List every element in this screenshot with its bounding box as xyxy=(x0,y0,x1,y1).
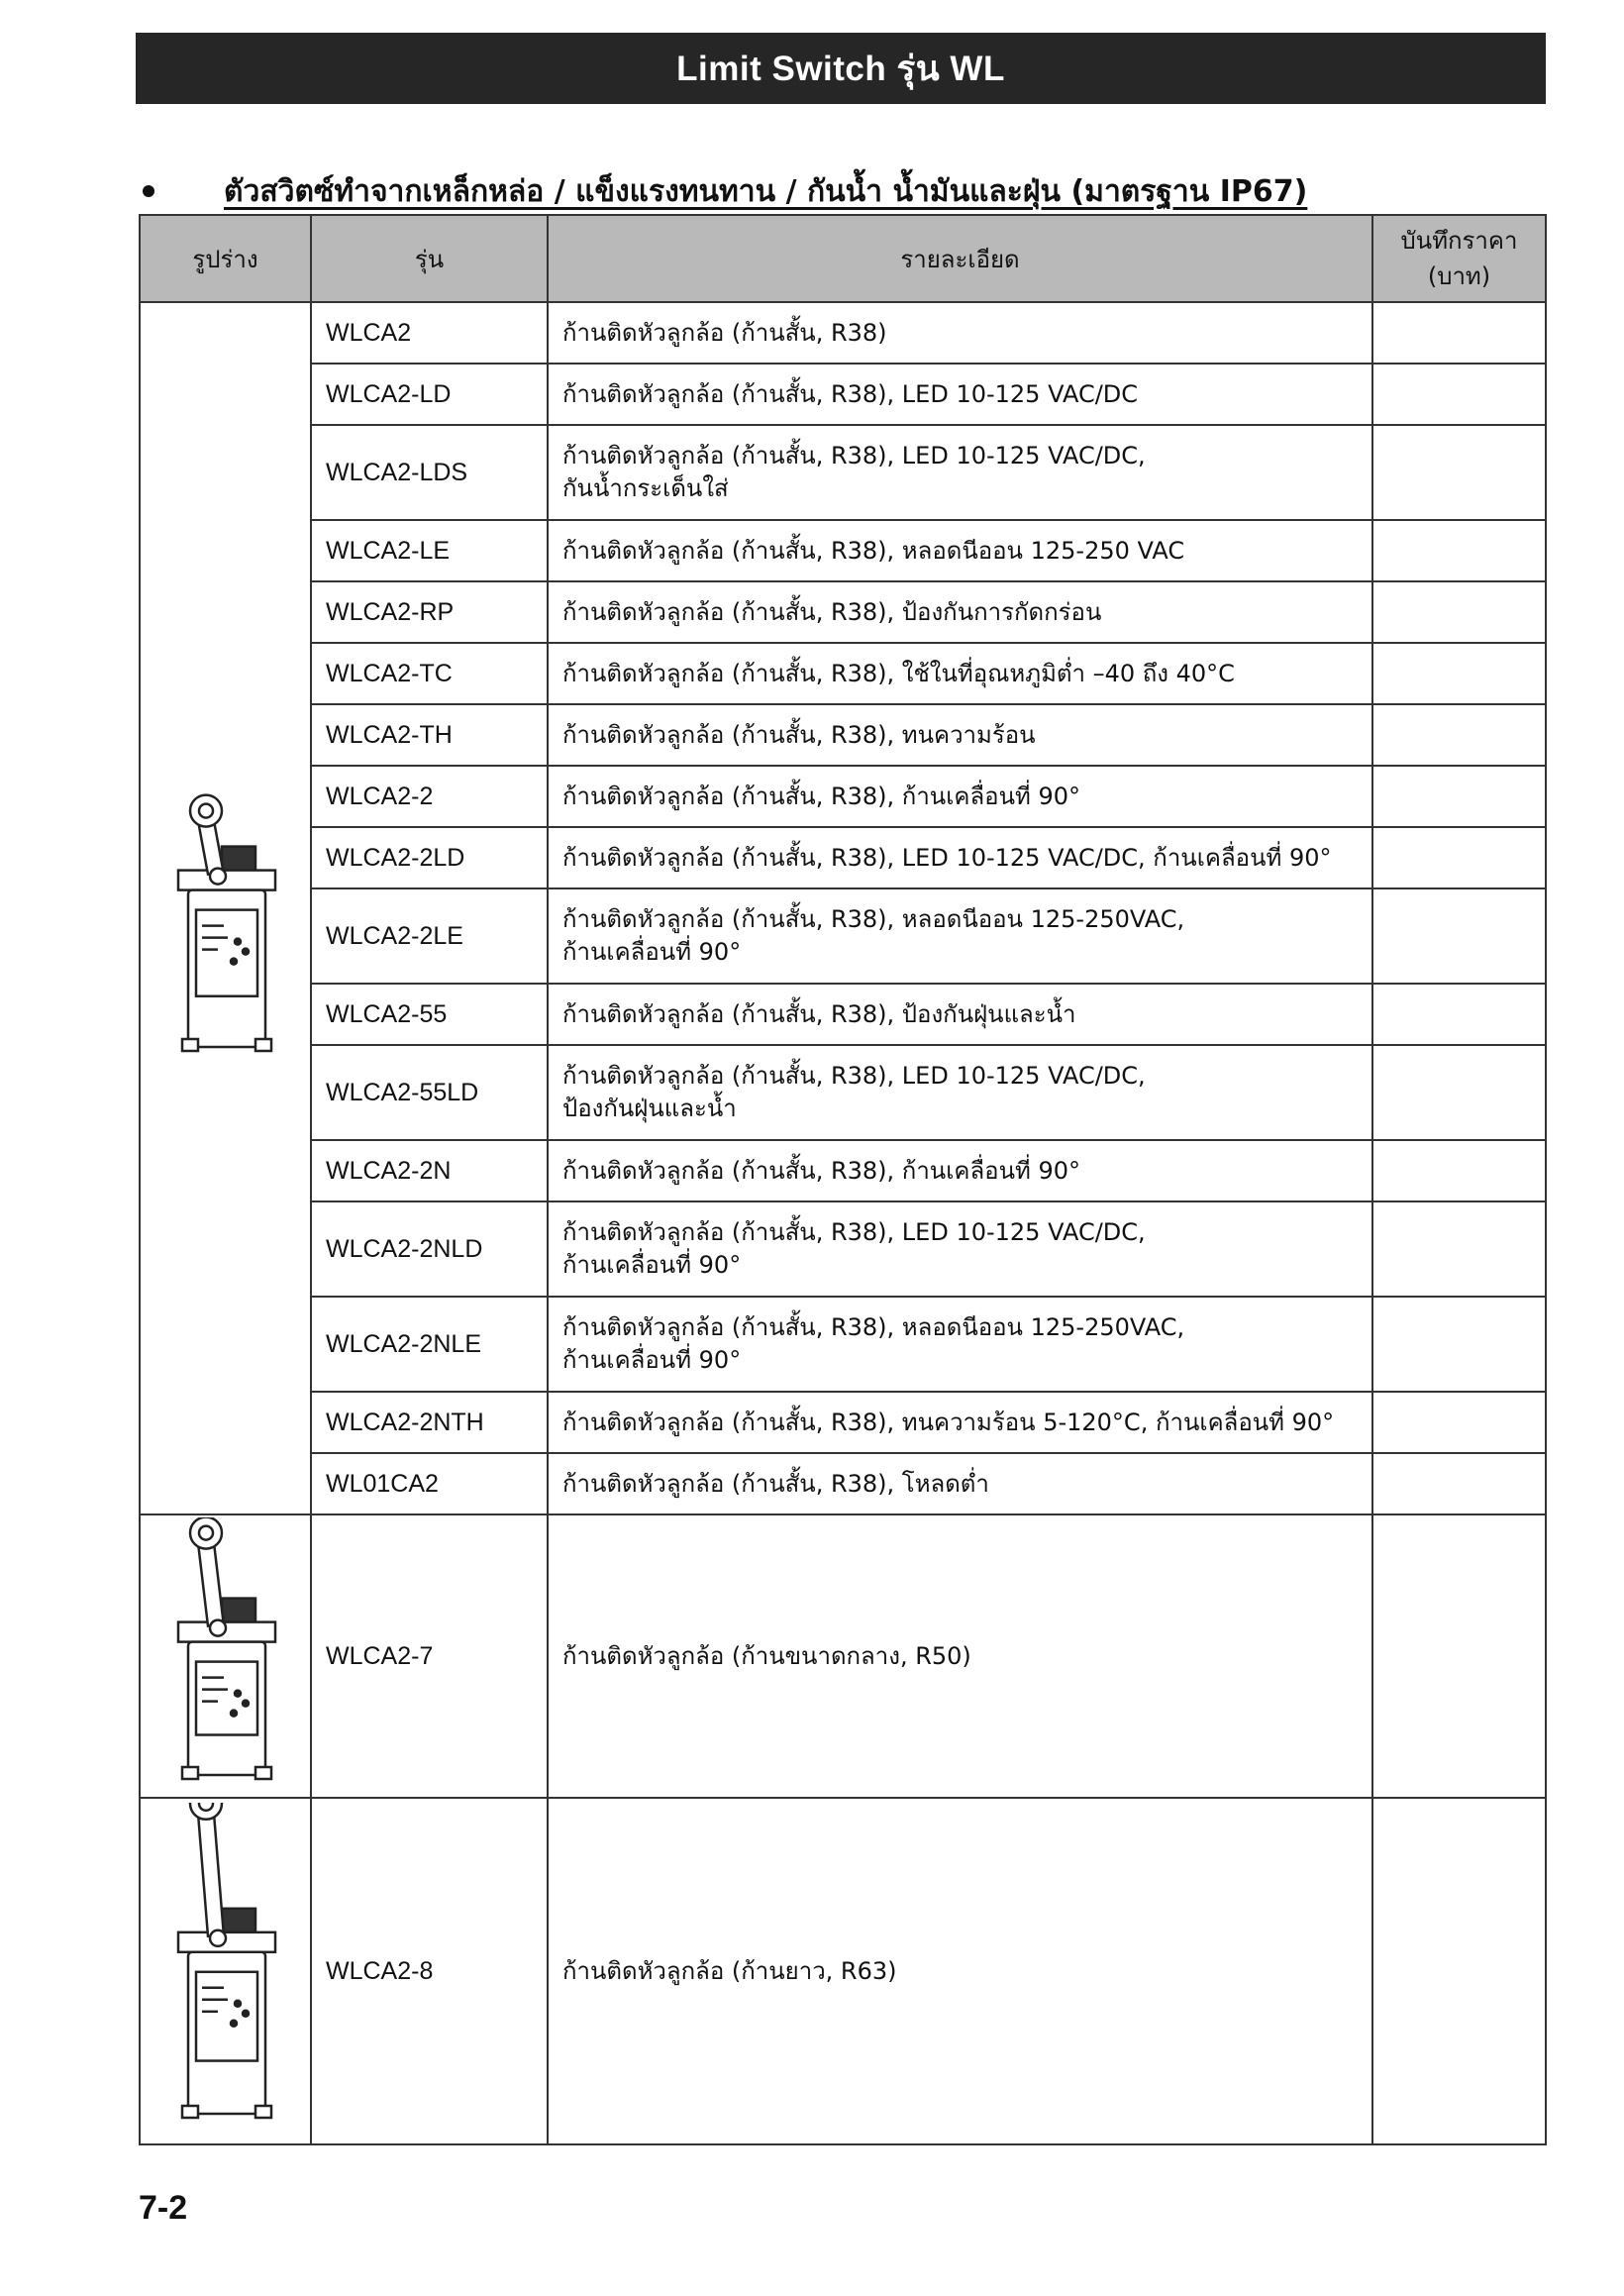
price-cell[interactable] xyxy=(1372,1201,1546,1297)
detail-cell xyxy=(548,766,1372,827)
table-row xyxy=(140,1045,1546,1140)
table-header-row xyxy=(140,215,1546,302)
table-row xyxy=(140,1201,1546,1297)
detail-cell xyxy=(548,1453,1372,1514)
table-row xyxy=(140,302,1546,364)
table-row xyxy=(140,581,1546,643)
detail-line: ก้านเคลื่อนที่ 90° xyxy=(562,1251,742,1279)
detail-line: ก้านติดหัวลูกล้อ (ก้านสั้น, R38), LED 10-125 VAC/DC, ก้านเคลื่อนที่ 90° xyxy=(562,843,1332,872)
page-number: 7-2 xyxy=(139,2189,188,2227)
detail-line: ก้านเคลื่อนที่ 90° xyxy=(562,938,742,966)
detail-line: ก้านติดหัวลูกล้อ (ก้านสั้น, R38), ป้องกันการกัดกร่อน xyxy=(562,597,1102,626)
table-row xyxy=(140,425,1546,520)
detail-line: ก้านติดหัวลูกล้อ (ก้านสั้น, R38), โหลดต่ำ xyxy=(562,1469,989,1498)
detail-cell xyxy=(548,425,1372,520)
table-row xyxy=(140,643,1546,704)
header-price xyxy=(1372,215,1546,302)
price-cell[interactable] xyxy=(1372,704,1546,766)
shape-cell xyxy=(140,302,311,1514)
product-table xyxy=(139,214,1547,2145)
detail-line: ก้านติดหัวลูกล้อ (ก้านสั้น, R38), ทนความร้อน xyxy=(562,720,1036,749)
limit-switch-medium-lever-icon xyxy=(152,1517,300,1795)
detail-cell xyxy=(548,520,1372,581)
model-cell: WLCA2-2LD xyxy=(311,827,548,888)
table-row xyxy=(140,1297,1546,1392)
price-cell[interactable] xyxy=(1372,302,1546,364)
section-heading-text: ตัวสวิตซ์ทำจากเหล็กหล่อ / แข็งแรงทนทาน / กันน้ำ น้ำมันและฝุ่น (มาตรฐาน IP67) xyxy=(224,173,1308,209)
model-cell: WLCA2-LE xyxy=(311,520,548,581)
price-cell[interactable] xyxy=(1372,888,1546,984)
model-cell: WLCA2-2NLE xyxy=(311,1297,548,1392)
price-cell[interactable] xyxy=(1372,827,1546,888)
model-cell: WLCA2-TH xyxy=(311,704,548,766)
model-cell: WLCA2 xyxy=(311,302,548,364)
model-cell: WLCA2-2N xyxy=(311,1140,548,1201)
model-cell: WLCA2-7 xyxy=(311,1514,548,1798)
detail-line: ก้านติดหัวลูกล้อ (ก้านสั้น, R38), LED 10-125 VAC/DC, xyxy=(562,1218,1146,1246)
price-cell[interactable] xyxy=(1372,581,1546,643)
price-cell[interactable] xyxy=(1372,1392,1546,1453)
table-row xyxy=(140,520,1546,581)
detail-cell xyxy=(548,302,1372,364)
price-cell[interactable] xyxy=(1372,1453,1546,1514)
detail-line: ก้านติดหัวลูกล้อ (ก้านสั้น, R38) xyxy=(562,318,887,347)
table-row xyxy=(140,364,1546,425)
model-cell: WLCA2-55 xyxy=(311,984,548,1045)
model-cell: WLCA2-2NLD xyxy=(311,1201,548,1297)
model-cell: WLCA2-8 xyxy=(311,1798,548,2144)
detail-line: ก้านติดหัวลูกล้อ (ก้านสั้น, R38), หลอดนีออน 125-250VAC, xyxy=(562,905,1185,933)
detail-cell xyxy=(548,581,1372,643)
model-cell: WLCA2-LDS xyxy=(311,425,548,520)
table-row xyxy=(140,827,1546,888)
bullet-icon xyxy=(143,185,154,197)
detail-cell xyxy=(548,704,1372,766)
table-row xyxy=(140,984,1546,1045)
header-price-line1: บันทึกราคา xyxy=(1400,227,1518,255)
page-title: Limit Switch รุ่น WL xyxy=(136,33,1546,104)
detail-line: ก้านติดหัวลูกล้อ (ก้านสั้น, R38), ใช้ในที่อุณหภูมิต่ำ –40 ถึง 40°C xyxy=(562,659,1235,687)
price-cell[interactable] xyxy=(1372,1140,1546,1201)
price-cell[interactable] xyxy=(1372,766,1546,827)
detail-cell xyxy=(548,1392,1372,1453)
header-shape: รูปร่าง xyxy=(140,215,311,302)
price-cell[interactable] xyxy=(1372,520,1546,581)
model-cell: WLCA2-TC xyxy=(311,643,548,704)
table-row xyxy=(140,1453,1546,1514)
detail-line: ก้านติดหัวลูกล้อ (ก้านสั้น, R38), LED 10-125 VAC/DC xyxy=(562,379,1139,408)
table-row xyxy=(140,1798,1546,2144)
detail-line: ก้านติดหัวลูกล้อ (ก้านสั้น, R38), ก้านเคลื่อนที่ 90° xyxy=(562,782,1080,810)
price-cell[interactable] xyxy=(1372,643,1546,704)
model-cell: WLCA2-2LE xyxy=(311,888,548,984)
model-cell: WLCA2-55LD xyxy=(311,1045,548,1140)
detail-line: ก้านติดหัวลูกล้อ (ก้านสั้น, R38), หลอดนีออน 125-250VAC, xyxy=(562,1313,1185,1341)
detail-cell xyxy=(548,643,1372,704)
detail-line: ก้านติดหัวลูกล้อ (ก้านสั้น, R38), ก้านเคลื่อนที่ 90° xyxy=(562,1156,1080,1185)
model-cell: WLCA2-2 xyxy=(311,766,548,827)
limit-switch-long-lever-icon xyxy=(152,1803,300,2139)
model-cell: WL01CA2 xyxy=(311,1453,548,1514)
model-cell: WLCA2-RP xyxy=(311,581,548,643)
detail-line: ก้านติดหัวลูกล้อ (ก้านสั้น, R38), ทนความร้อน 5-120°C, ก้านเคลื่อนที่ 90° xyxy=(562,1408,1335,1436)
shape-cell xyxy=(140,1514,311,1798)
model-cell: WLCA2-2NTH xyxy=(311,1392,548,1453)
detail-line: ก้านติดหัวลูกล้อ (ก้านสั้น, R38), LED 10-125 VAC/DC, xyxy=(562,1062,1146,1090)
detail-cell: ก้านติดหัวลูกล้อ (ก้านขนาดกลาง, R50) xyxy=(548,1514,1372,1798)
table-row xyxy=(140,704,1546,766)
detail-cell xyxy=(548,364,1372,425)
detail-cell xyxy=(548,888,1372,984)
detail-cell: ก้านติดหัวลูกล้อ (ก้านยาว, R63) xyxy=(548,1798,1372,2144)
detail-cell xyxy=(548,1045,1372,1140)
header-model: รุ่น xyxy=(311,215,548,302)
table-row xyxy=(140,888,1546,984)
price-cell[interactable] xyxy=(1372,364,1546,425)
price-cell[interactable] xyxy=(1372,984,1546,1045)
detail-line: ป้องกันฝุ่นและน้ำ xyxy=(562,1095,737,1122)
shape-cell xyxy=(140,1798,311,2144)
detail-cell xyxy=(548,1140,1372,1201)
detail-line: กันน้ำกระเด็นใส่ xyxy=(562,474,729,502)
price-cell[interactable] xyxy=(1372,1514,1546,1798)
detail-line: ก้านติดหัวลูกล้อ (ก้านสั้น, R38), LED 10-125 VAC/DC, xyxy=(562,442,1146,470)
model-cell: WLCA2-LD xyxy=(311,364,548,425)
table-row xyxy=(140,1392,1546,1453)
table-row xyxy=(140,1140,1546,1201)
detail-cell xyxy=(548,1297,1372,1392)
detail-cell xyxy=(548,827,1372,888)
price-cell[interactable] xyxy=(1372,425,1546,520)
detail-line: ก้านติดหัวลูกล้อ (ก้านสั้น, R38), ป้องกันฝุ่นและน้ำ xyxy=(562,999,1076,1028)
limit-switch-short-lever-icon xyxy=(152,745,300,1072)
price-cell[interactable] xyxy=(1372,1798,1546,2144)
header-price-line2: (บาท) xyxy=(1427,262,1491,290)
detail-line: ก้านติดหัวลูกล้อ (ก้านสั้น, R38), หลอดนีออน 125-250 VAC xyxy=(562,536,1185,565)
detail-cell xyxy=(548,1201,1372,1297)
table-row xyxy=(140,766,1546,827)
section-heading xyxy=(139,166,1535,216)
detail-cell xyxy=(548,984,1372,1045)
table-row xyxy=(140,1514,1546,1798)
price-cell[interactable] xyxy=(1372,1297,1546,1392)
price-cell[interactable] xyxy=(1372,1045,1546,1140)
detail-line: ก้านเคลื่อนที่ 90° xyxy=(562,1346,742,1374)
header-detail: รายละเอียด xyxy=(548,215,1372,302)
